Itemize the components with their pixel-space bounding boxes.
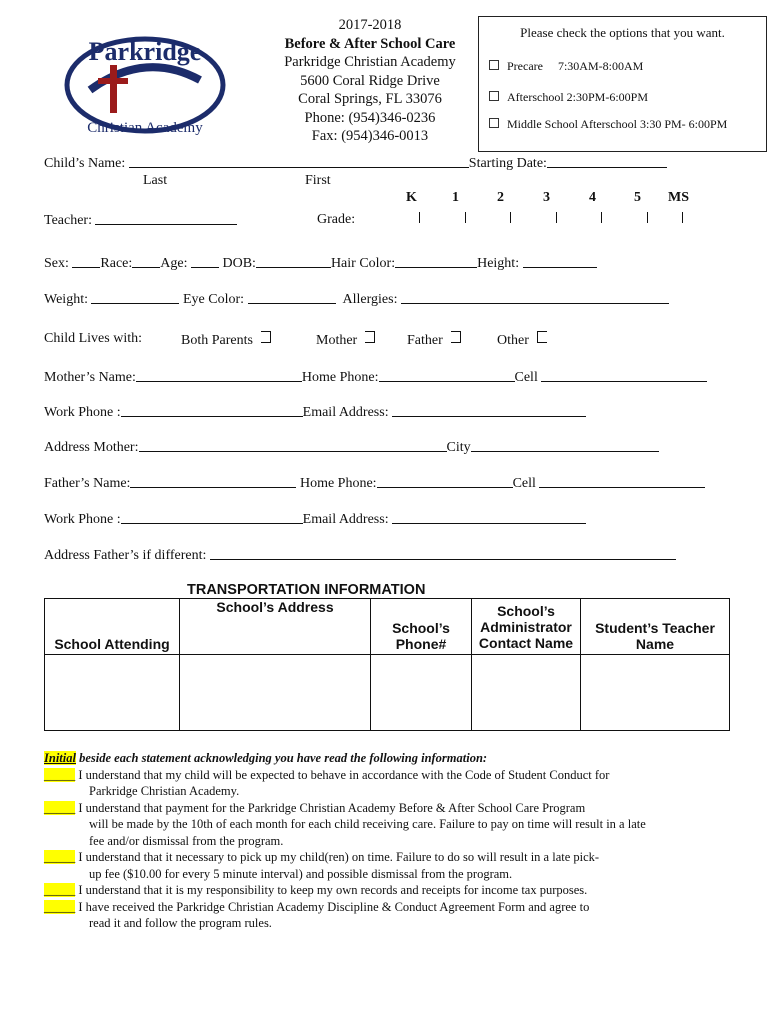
- table-cell[interactable]: [180, 655, 371, 731]
- home-phone-field[interactable]: [377, 475, 513, 488]
- grade-tick[interactable]: [510, 212, 511, 223]
- ack-item-3: _____ I understand that it necessary to pick up my child(ren) on time. Failure to do so will result in a late pick- up fee ($10.00 for every 5 minute interval) and possible dismissal from the program.: [44, 850, 600, 881]
- svg-text:Parkridge: Parkridge: [88, 37, 202, 66]
- age-field[interactable]: [191, 255, 219, 268]
- mothers-name-row: [44, 369, 707, 386]
- col-school-address: School’s Address: [180, 599, 371, 655]
- mothers-name-field[interactable]: [136, 369, 302, 382]
- weight-row: [44, 291, 669, 308]
- last-label: Last: [143, 173, 168, 188]
- work-phone-label: Work Phone :: [44, 405, 121, 420]
- checkbox-icon[interactable]: [489, 60, 499, 70]
- father-work-row: [44, 511, 586, 528]
- col-school-attending: School Attending: [45, 599, 180, 655]
- height-label: Height:: [477, 256, 520, 271]
- city-field[interactable]: [471, 439, 659, 452]
- email-field[interactable]: [392, 511, 586, 524]
- ack-item-2: _____ I understand that payment for the Parkridge Christian Academy Before & After School Care Program will be made by the 10th of each month for each child receiving care. Failure to pay on time will result in a late fee and/or dismissal from the program.: [44, 800, 646, 848]
- initial-blank[interactable]: _____: [44, 800, 76, 815]
- option-mother[interactable]: Mother: [316, 331, 375, 349]
- transport-title: TRANSPORTATION INFORMATION: [187, 582, 426, 598]
- email-field[interactable]: [392, 404, 586, 417]
- table-header-row: [45, 599, 730, 655]
- cell-field[interactable]: [541, 369, 707, 382]
- grade-tick[interactable]: [465, 212, 466, 223]
- fathers-name-label: Father’s Name:: [44, 476, 131, 491]
- starting-date-field[interactable]: [547, 155, 667, 168]
- dob-label: DOB:: [222, 256, 256, 271]
- options-title: Please check the options that you want.: [520, 25, 725, 40]
- checkbox-icon[interactable]: [489, 118, 499, 128]
- grade-tick[interactable]: [419, 212, 420, 223]
- initial-word: Initial: [44, 751, 76, 765]
- childs-name-label: Child’s Name:: [44, 156, 126, 171]
- first-label: First: [305, 173, 331, 188]
- grade-tick[interactable]: [647, 212, 648, 223]
- checkbox-icon[interactable]: [489, 91, 499, 101]
- email-label: Email Address:: [302, 512, 389, 527]
- sex-field[interactable]: [72, 255, 100, 268]
- grade-label: Grade:: [317, 212, 356, 227]
- hair-color-label: Hair Color:: [330, 256, 396, 271]
- address-mother-label: Address Mother:: [44, 440, 139, 455]
- cell-field[interactable]: [539, 475, 705, 488]
- address-father-label: Address Father’s if different:: [44, 548, 207, 563]
- program-title: Before & After School Care: [284, 35, 456, 52]
- grade-ms: MS: [668, 190, 689, 205]
- mother-work-row: [44, 404, 586, 421]
- race-label: Race:: [100, 256, 133, 271]
- option-afterschool[interactable]: Afterschool 2:30PM-6:00PM: [489, 90, 648, 105]
- height-field[interactable]: [523, 255, 597, 268]
- teacher-label: Teacher:: [44, 213, 92, 228]
- weight-label: Weight:: [44, 292, 88, 307]
- option-middle-school[interactable]: Middle School Afterschool 3:30 PM- 6:00PM: [489, 117, 727, 132]
- ack-intro: [44, 750, 744, 767]
- work-phone-label: Work Phone :: [44, 512, 121, 527]
- address-line-1: 5600 Coral Ridge Drive: [300, 72, 440, 89]
- age-label: Age:: [160, 256, 188, 271]
- home-phone-label: Home Phone:: [301, 370, 379, 385]
- work-phone-field[interactable]: [121, 404, 303, 417]
- dob-field[interactable]: [256, 255, 331, 268]
- options-box: [478, 16, 767, 152]
- allergies-field[interactable]: [401, 291, 669, 304]
- grade-tick[interactable]: [682, 212, 683, 223]
- option-precare[interactable]: Precare 7:30AM-8:00AM: [489, 59, 643, 74]
- allergies-label: Allergies:: [342, 292, 398, 307]
- cell-label: Cell: [514, 370, 538, 385]
- col-teacher-name: Student’s Teacher Name: [581, 599, 730, 655]
- checkbox-icon[interactable]: [451, 331, 461, 343]
- option-both-parents[interactable]: Both Parents: [181, 331, 271, 349]
- ack-intro-text: beside each statement acknowledging you have read the following information:: [75, 751, 488, 765]
- grade-k: K: [406, 190, 417, 205]
- option-father[interactable]: Father: [407, 331, 461, 349]
- cell-label: Cell: [512, 476, 536, 491]
- checkbox-icon[interactable]: [365, 331, 375, 343]
- work-phone-field[interactable]: [121, 511, 303, 524]
- grade-tick[interactable]: [556, 212, 557, 223]
- mothers-name-label: Mother’s Name:: [44, 370, 136, 385]
- school-year: 2017-2018: [338, 17, 402, 33]
- fax-number: Fax: (954)346-0013: [311, 128, 429, 144]
- address-mother-field[interactable]: [139, 439, 447, 452]
- initial-blank[interactable]: _____: [44, 883, 76, 897]
- teacher-row: [44, 212, 237, 229]
- col-admin-contact: School’s Administrator Contact Name: [472, 599, 581, 655]
- col-school-phone: School’s Phone#: [371, 599, 472, 655]
- lives-with-label: Child Lives with:: [44, 331, 142, 346]
- eye-color-field[interactable]: [248, 291, 336, 304]
- grade-5: 5: [634, 190, 641, 205]
- table-cell[interactable]: [371, 655, 472, 731]
- sex-label: Sex:: [44, 256, 69, 271]
- race-field[interactable]: [132, 255, 160, 268]
- teacher-field[interactable]: [95, 212, 237, 225]
- grade-2: 2: [497, 190, 504, 205]
- home-phone-label: Home Phone:: [299, 476, 377, 491]
- header-block: [220, 16, 520, 146]
- ack-item-4: _____ I understand that it is my responsibility to keep my own records and receipts for income tax purposes.: [44, 883, 588, 897]
- weight-field[interactable]: [91, 291, 179, 304]
- grade-tick[interactable]: [601, 212, 602, 223]
- initial-blank[interactable]: _____: [44, 899, 76, 914]
- grade-3: 3: [543, 190, 550, 205]
- ack-item-5: _____ I have received the Parkridge Christian Academy Discipline & Conduct Agreement Form and agree to read it and follow the program rules.: [44, 899, 590, 930]
- home-phone-field[interactable]: [379, 369, 515, 382]
- ack-item-1: _____ I understand that my child will be expected to behave in accordance with the Code of Student Conduct for Parkridge Christian Academy.: [44, 767, 610, 798]
- starting-date-label: Starting Date:: [468, 156, 547, 171]
- checkbox-icon[interactable]: [261, 331, 271, 343]
- email-label: Email Address:: [302, 405, 389, 420]
- transport-table: [44, 598, 730, 731]
- hair-color-field[interactable]: [395, 255, 477, 268]
- fathers-name-field[interactable]: [130, 475, 296, 488]
- initial-blank[interactable]: _____: [44, 767, 76, 782]
- address-line-2: Coral Springs, FL 33076: [298, 91, 442, 107]
- option-other[interactable]: Other: [497, 331, 547, 349]
- grade-1: 1: [452, 190, 459, 205]
- address-father-field[interactable]: [210, 547, 676, 560]
- childs-name-row: [44, 155, 667, 172]
- initial-blank[interactable]: _____: [44, 850, 76, 864]
- svg-text:Christian Academy: Christian Academy: [87, 120, 203, 136]
- table-cell[interactable]: [581, 655, 730, 731]
- address-father-row: [44, 547, 676, 564]
- school-name: Parkridge Christian Academy: [284, 54, 456, 70]
- table-row: [45, 655, 730, 731]
- checkbox-icon[interactable]: [537, 331, 547, 343]
- phone-number: Phone: (954)346-0236: [304, 109, 436, 126]
- fathers-name-row: [44, 475, 705, 492]
- acknowledgement-section: [44, 750, 744, 932]
- table-cell[interactable]: [45, 655, 180, 731]
- school-logo: [60, 20, 230, 140]
- address-mother-row: [44, 439, 659, 456]
- table-cell[interactable]: [472, 655, 581, 731]
- childs-name-field[interactable]: [129, 155, 469, 168]
- demographics-row: [44, 255, 597, 272]
- grade-4: 4: [589, 190, 596, 205]
- eye-color-label: Eye Color:: [182, 292, 245, 307]
- city-label: City: [446, 440, 471, 455]
